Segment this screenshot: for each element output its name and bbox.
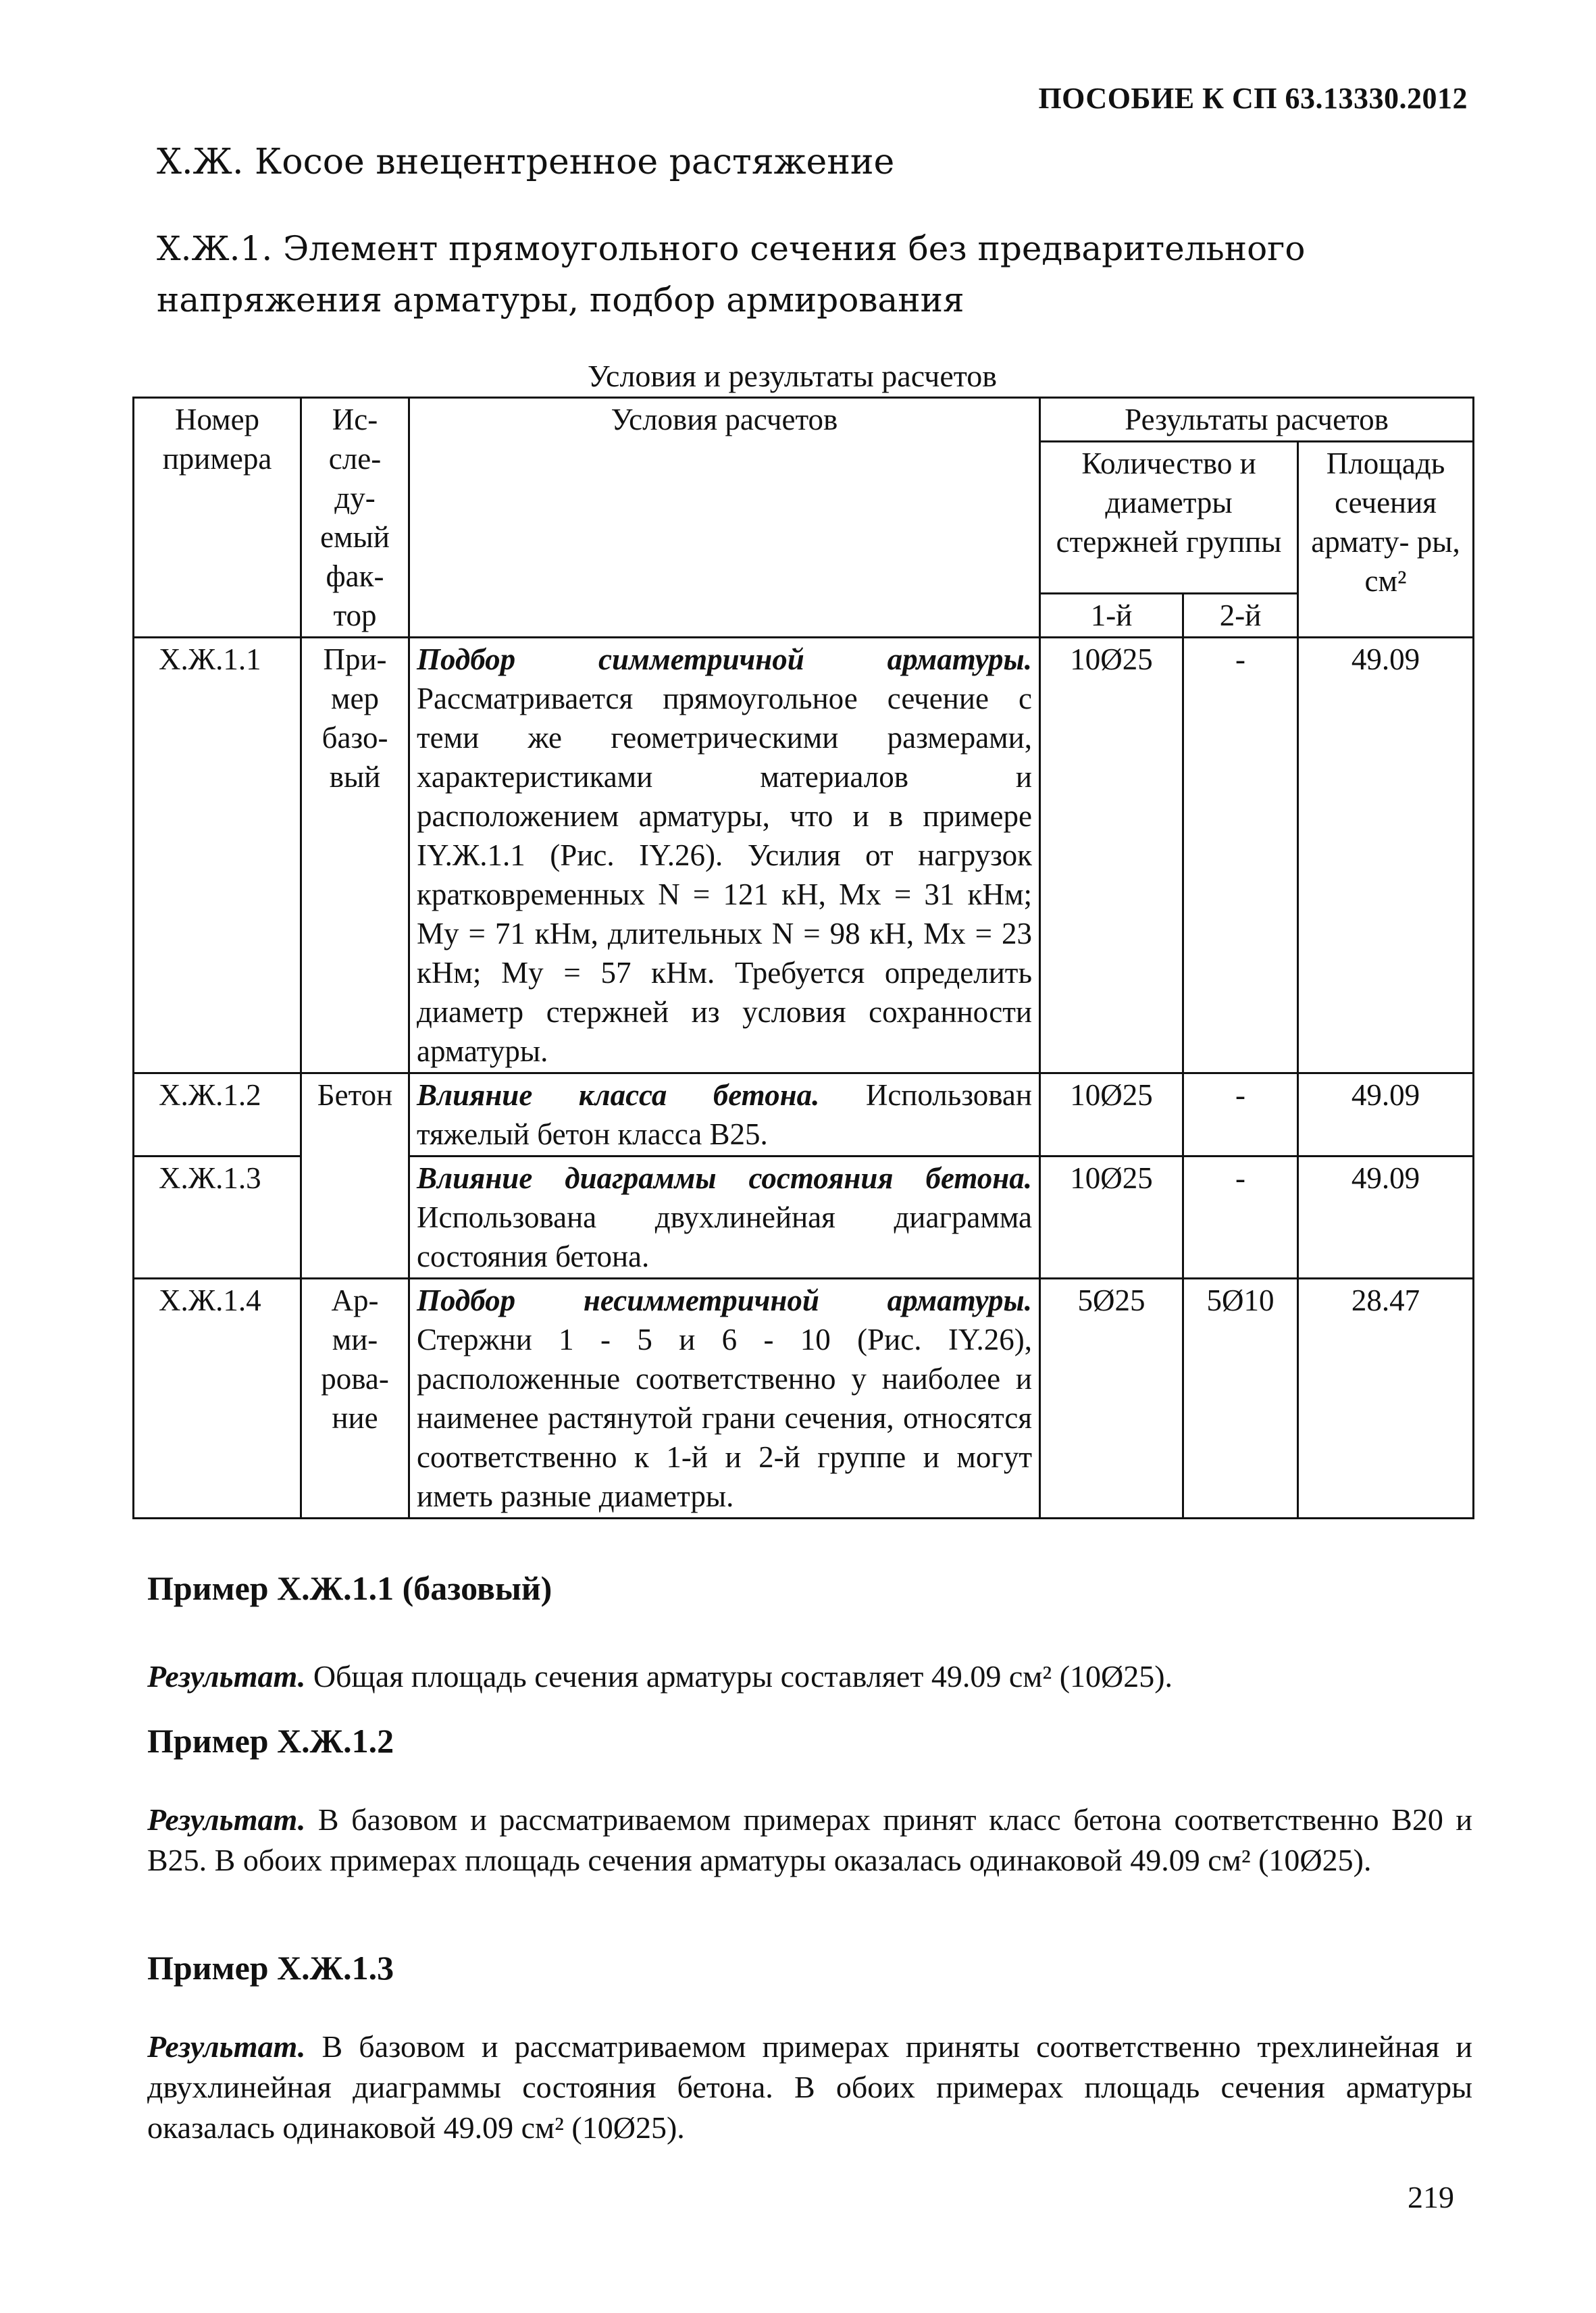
- condition-title: Влияние класса бетона.: [417, 1078, 820, 1112]
- row-conditions: [409, 638, 1040, 1073]
- running-header: ПОСОБИЕ К СП 63.13330.2012: [1038, 82, 1468, 115]
- example-result: [147, 1656, 1472, 1697]
- row-group-1: 10Ø25: [1040, 638, 1183, 1073]
- row-area: 49.09: [1298, 1156, 1474, 1279]
- condition-text: Использован тяжелый бетон класса В25.: [417, 1078, 1032, 1151]
- condition-title: Подбор несимметричной арматуры.: [417, 1283, 1032, 1317]
- table-row: [134, 638, 1474, 1073]
- result-label: Результат.: [147, 1802, 306, 1837]
- row-number: Х.Ж.1.4: [134, 1279, 301, 1519]
- result-label: Результат.: [147, 2029, 306, 2064]
- example-result: [147, 1800, 1472, 1881]
- row-conditions: [409, 1279, 1040, 1519]
- result-label: Результат.: [147, 1659, 306, 1694]
- conditions-table: [132, 397, 1474, 1519]
- row-number: Х.Ж.1.1: [134, 638, 301, 1073]
- row-conditions: [409, 1156, 1040, 1279]
- table-row: [134, 1073, 1474, 1156]
- header-number: Номер примера: [134, 398, 301, 638]
- row-group-2: 5Ø10: [1183, 1279, 1298, 1519]
- row-area: 49.09: [1298, 1073, 1474, 1156]
- result-text: Общая площадь сечения арматуры составляет 49.09 см² (10Ø25).: [313, 1659, 1173, 1694]
- condition-title: Влияние диаграммы состояния бетона.: [417, 1161, 1032, 1195]
- result-text: В базовом и рассматриваемом примерах приняты соответственно трехлинейная и двухлинейная диаграммы состояния бетона. В обоих примерах площадь сечения арматуры оказалась одинаковой 49.09 см² (10Ø25).: [147, 2029, 1472, 2145]
- page-number: 219: [1408, 2180, 1454, 2214]
- section-title: Х.Ж. Косое внецентренное растяжение: [157, 142, 895, 182]
- row-group-2: -: [1183, 638, 1298, 1073]
- row-factor: Ар- ми- рова- ние: [301, 1279, 409, 1519]
- row-number: Х.Ж.1.2: [134, 1073, 301, 1156]
- condition-text: Стержни 1 - 5 и 6 - 10 (Рис. IY.26), расположенные соответственно у наиболее и наименее растянутой грани сечения, относятся соответственно к 1-й и 2-й группе и могут иметь разные диаметры.: [417, 1323, 1032, 1513]
- row-factor: При- мер базо- вый: [301, 638, 409, 1073]
- header-group-2: 2-й: [1183, 594, 1298, 638]
- row-group-1: 10Ø25: [1040, 1156, 1183, 1279]
- row-area: 49.09: [1298, 638, 1474, 1073]
- example-title: Пример Х.Ж.1.2: [147, 1722, 394, 1760]
- header-count: Количество и диаметры стержней группы: [1040, 442, 1298, 594]
- row-group-2: -: [1183, 1073, 1298, 1156]
- header-factor: Ис- сле- ду- емый фак- тор: [301, 398, 409, 638]
- condition-text: Рассматривается прямоугольное сечение с теми же геометрическими размерами, характеристиками материалов и расположением арматуры, что и в примере IY.Ж.1.1 (Рис. IY.26). Усилия от нагрузок кратковременных N = 121 кН, Mx = 31 кНм; My = 71 кНм, длительных N = 98 кН, Mx = 23 кНм; My = 57 кНм. Требуется определить диаметр стержней из условия сохранности арматуры.: [417, 682, 1032, 1068]
- example-title: Пример Х.Ж.1.1 (базовый): [147, 1569, 552, 1607]
- example-result: [147, 2027, 1472, 2148]
- header-results: Результаты расчетов: [1040, 398, 1474, 442]
- header-group-1: 1-й: [1040, 594, 1183, 638]
- example-title: Пример Х.Ж.1.3: [147, 1949, 394, 1987]
- subsection-title: Х.Ж.1. Элемент прямоугольного сечения без предварительного напряжения арматуры, подбор армирования: [157, 229, 1306, 320]
- row-group-1: 10Ø25: [1040, 1073, 1183, 1156]
- result-text: В базовом и рассматриваемом примерах принят класс бетона соответственно В20 и В25. В обоих примерах площадь сечения арматуры оказалась одинаковой 49.09 см² (10Ø25).: [147, 1802, 1473, 1877]
- row-group-1: 5Ø25: [1040, 1279, 1183, 1519]
- header-conditions: Условия расчетов: [409, 398, 1040, 638]
- table-row: [134, 1279, 1474, 1519]
- condition-text: Использована двухлинейная диаграмма состояния бетона.: [417, 1200, 1032, 1273]
- row-factor: Бетон: [301, 1073, 409, 1279]
- condition-title: Подбор симметричной арматуры.: [417, 642, 1032, 676]
- table-caption: Условия и результаты расчетов: [588, 359, 997, 393]
- row-conditions: [409, 1073, 1040, 1156]
- row-number: Х.Ж.1.3: [134, 1156, 301, 1279]
- header-area: Площадь сечения армату- ры, см²: [1298, 442, 1474, 638]
- row-group-2: -: [1183, 1156, 1298, 1279]
- row-area: 28.47: [1298, 1279, 1474, 1519]
